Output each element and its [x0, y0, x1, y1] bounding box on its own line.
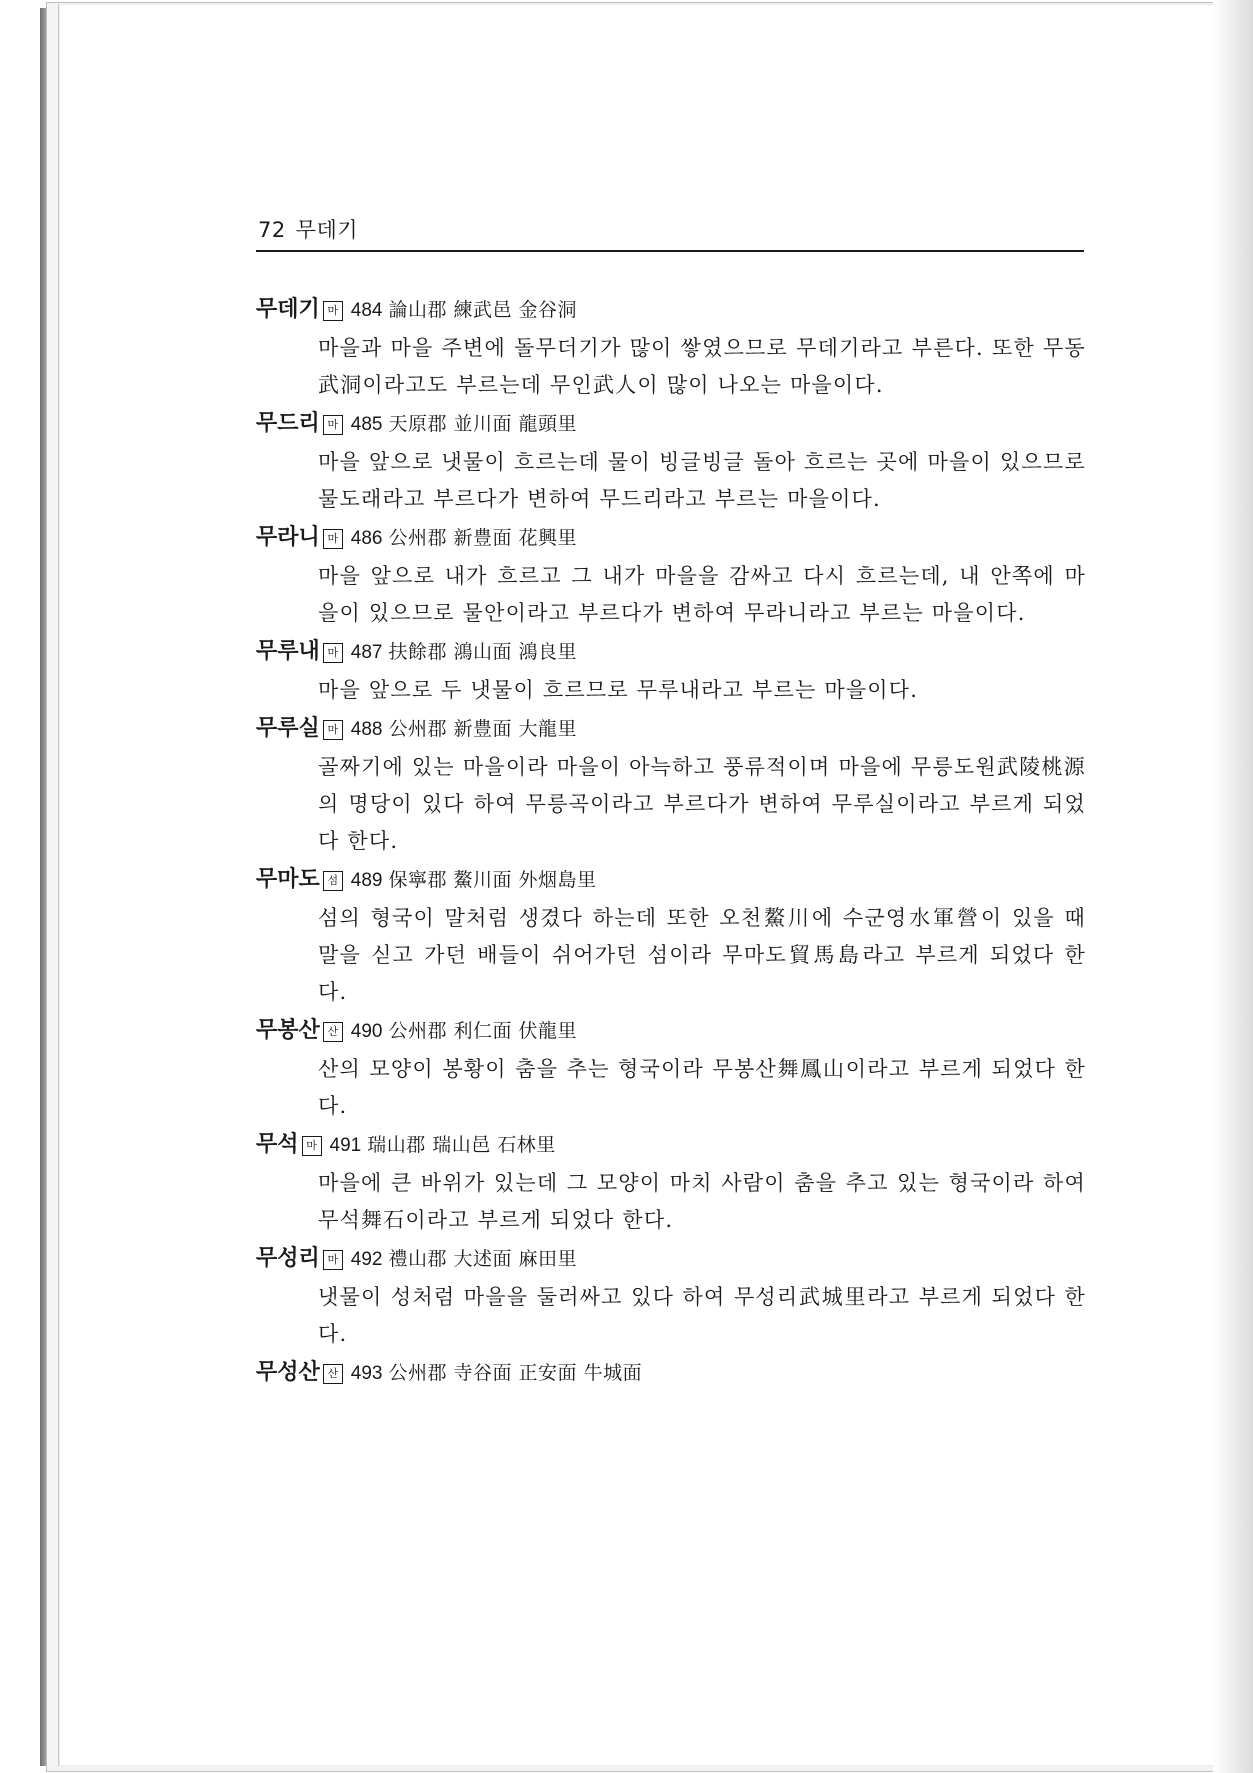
- entry-headword: 무루내: [256, 639, 320, 664]
- entry-location: 禮山郡 大述面 麻田里: [388, 1248, 578, 1270]
- entry-heading: [256, 1245, 1086, 1271]
- dictionary-entry: [256, 866, 1086, 1011]
- entry-location: 公州郡 新豊面 大龍里: [388, 718, 578, 740]
- entry-description: 마을 앞으로 내가 흐르고 그 내가 마을을 감싸고 다시 흐르는데, 내 안쪽에 마을이 있으므로 물안이라고 부르다가 변하여 무라니라고 부르는 마을이다.: [318, 564, 1086, 625]
- dictionary-entry: [256, 638, 1086, 709]
- entry-number: 491: [329, 1135, 362, 1156]
- entry-heading: [256, 1131, 1086, 1157]
- entry-location: 瑞山郡 瑞山邑 石林里: [367, 1134, 556, 1156]
- entry-headword: 무드리: [256, 411, 320, 436]
- dictionary-entry: [256, 715, 1086, 860]
- entry-description: 냇물이 성처럼 마을을 둘러싸고 있다 하여 무성리武城里라고 부르게 되었다 한다.: [318, 1285, 1086, 1346]
- entry-location: 天原郡 並川面 龍頭里: [388, 413, 578, 435]
- entry-location: 公州郡 利仁面 伏龍里: [388, 1020, 578, 1042]
- entry-number: 485: [350, 414, 383, 435]
- entry-location: 公州郡 新豊面 花興里: [388, 527, 578, 549]
- entry-headword: 무석: [256, 1132, 299, 1157]
- entry-headword: 무성산: [256, 1360, 320, 1385]
- dictionary-entry: [256, 410, 1086, 518]
- entry-list: [256, 296, 1086, 1393]
- entry-heading: [256, 296, 1086, 322]
- header-rule: [256, 250, 1084, 252]
- entry-number: 493: [350, 1363, 383, 1384]
- entry-type-marker: 마: [302, 1136, 322, 1156]
- dictionary-entry: [256, 1131, 1086, 1239]
- entry-heading: [256, 1359, 1086, 1385]
- entry-headword: 무루실: [256, 716, 320, 741]
- entry-type-marker: 마: [323, 1250, 343, 1270]
- entry-heading: [256, 410, 1086, 436]
- entry-type-marker: 마: [323, 720, 343, 740]
- entry-heading: [256, 524, 1086, 550]
- dictionary-entry: [256, 1017, 1086, 1125]
- entry-headword: 무봉산: [256, 1018, 320, 1043]
- entry-number: 487: [350, 642, 383, 663]
- entry-headword: 무마도: [256, 867, 320, 892]
- entry-number: 486: [350, 528, 383, 549]
- entry-headword: 무성리: [256, 1246, 320, 1271]
- running-head: [258, 214, 358, 244]
- entry-heading: [256, 1017, 1086, 1043]
- running-head-title: 무데기: [295, 218, 359, 242]
- entry-description: 골짜기에 있는 마을이라 마을이 아늑하고 풍류적이며 마을에 무릉도원武陵桃源의 명당이 있다 하여 무릉곡이라고 부르다가 변하여 무루실이라고 부르게 되었다 한다.: [318, 755, 1086, 853]
- entry-type-marker: 마: [323, 529, 343, 549]
- dictionary-entry: [256, 1359, 1086, 1385]
- entry-number: 488: [350, 719, 383, 740]
- dictionary-entry: [256, 524, 1086, 632]
- entry-heading: [256, 638, 1086, 664]
- entry-description: 마을에 큰 바위가 있는데 그 모양이 마치 사람이 춤을 추고 있는 형국이라 하여 무석舞石이라고 부르게 되었다 한다.: [318, 1171, 1086, 1232]
- entry-description: 마을 앞으로 두 냇물이 흐르므로 무루내라고 부르는 마을이다.: [318, 678, 919, 702]
- entry-heading: [256, 866, 1086, 892]
- entry-headword: 무데기: [256, 297, 320, 322]
- entry-location: 扶餘郡 鴻山面 鴻良里: [388, 641, 578, 663]
- entry-type-marker: 섬: [323, 871, 343, 891]
- entry-heading: [256, 715, 1086, 741]
- entry-number: 489: [350, 870, 383, 891]
- entry-location: 公州郡 寺谷面 正安面 牛城面: [388, 1362, 643, 1384]
- entry-description: 마을 앞으로 냇물이 흐르는데 물이 빙글빙글 돌아 흐르는 곳에 마을이 있으므로 물도래라고 부르다가 변하여 무드리라고 부르는 마을이다.: [318, 450, 1086, 511]
- entry-location: 保寧郡 鰲川面 外烟島里: [388, 869, 597, 891]
- entry-description: 섬의 형국이 말처럼 생겼다 하는데 또한 오천鰲川에 수군영水軍營이 있을 때 말을 싣고 가던 배들이 쉬어가던 섬이라 무마도貿馬島라고 부르게 되었다 한다.: [318, 906, 1086, 1004]
- entry-description: 마을과 마을 주변에 돌무더기가 많이 쌓였으므로 무데기라고 부른다. 또한 무동武洞이라고도 부르는데 무인武人이 많이 나오는 마을이다.: [318, 336, 1086, 397]
- page-number: 72: [258, 218, 286, 242]
- dictionary-entry: [256, 296, 1086, 404]
- entry-description: 산의 모양이 봉황이 춤을 추는 형국이라 무봉산舞鳳山이라고 부르게 되었다 한다.: [318, 1057, 1086, 1118]
- entry-number: 492: [350, 1249, 383, 1270]
- entry-type-marker: 마: [323, 643, 343, 663]
- page-edge-shadow: [1213, 0, 1253, 1773]
- entry-location: 論山郡 練武邑 金谷洞: [388, 299, 578, 321]
- entry-number: 490: [350, 1021, 383, 1042]
- entry-type-marker: 산: [323, 1364, 343, 1384]
- dictionary-entry: [256, 1245, 1086, 1353]
- entry-type-marker: 산: [323, 1022, 343, 1042]
- entry-number: 484: [350, 300, 383, 321]
- entry-type-marker: 마: [323, 301, 343, 321]
- entry-type-marker: 마: [323, 415, 343, 435]
- entry-headword: 무라니: [256, 525, 320, 550]
